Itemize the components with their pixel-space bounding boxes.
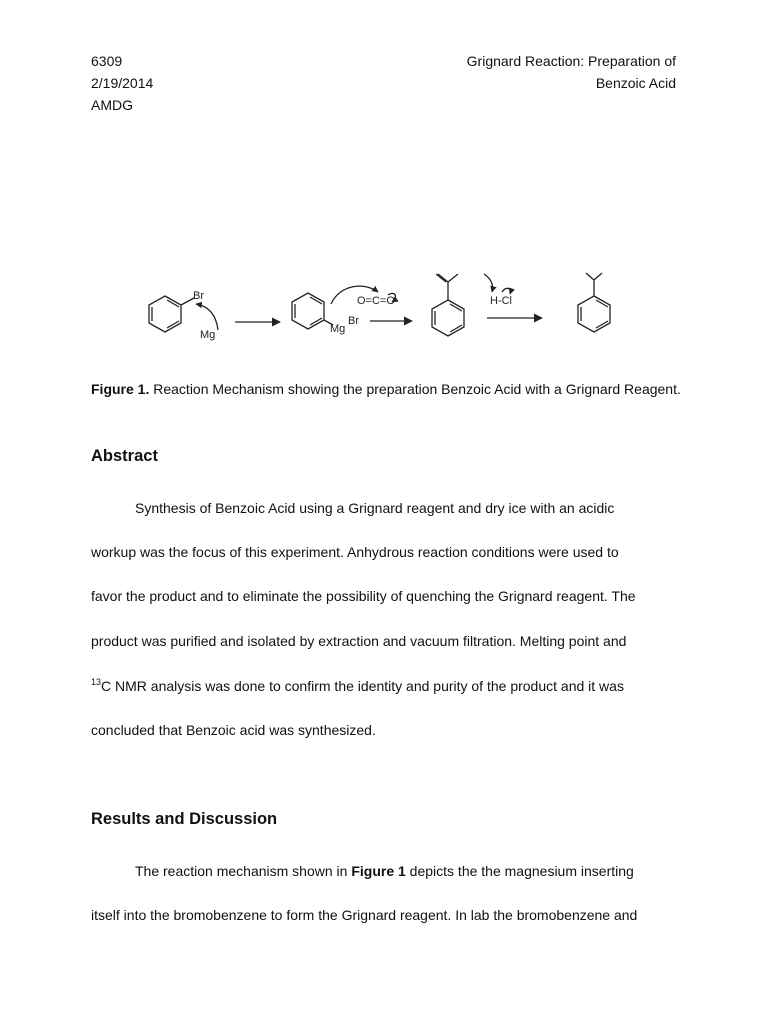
benzoic-acid-ring — [578, 273, 610, 332]
carboxylate-ring — [432, 274, 464, 336]
figure-caption-label: Figure 1. — [91, 381, 150, 397]
figure-caption — [91, 378, 681, 400]
abstract-line — [91, 676, 624, 696]
reaction-scheme — [130, 262, 650, 347]
abstract-line: favor the product and to eliminate the possibility of quenching the Grignard reagent. The — [91, 588, 636, 604]
scheme-label-mg2: Mg — [330, 323, 346, 335]
grignard-ring — [292, 293, 333, 329]
header-right — [467, 50, 676, 94]
header-title-line-1: Grignard Reaction: Preparation of — [466, 53, 676, 69]
results-line-post: depicts the the magnesium inserting — [405, 863, 634, 879]
scheme-label-co2: O=C=O — [357, 295, 395, 307]
results-heading: Results and Discussion — [91, 810, 278, 828]
abstract-line: workup was the focus of this experiment. Anhydrous reaction conditions were used to — [91, 544, 619, 560]
figure-caption-text: Reaction Mechanism showing the preparation Benzoic Acid with a Grignard Reagent. — [149, 381, 681, 397]
isotope-superscript: 13 — [91, 677, 102, 687]
figure-reference: Figure 1 — [351, 863, 406, 879]
abstract-line: product was purified and isolated by extraction and vacuum filtration. Melting point and — [91, 633, 627, 649]
abstract-line: concluded that Benzoic acid was synthesized. — [91, 722, 376, 738]
header-date: 2/19/2014 — [91, 75, 154, 91]
curved-arrow-1 — [196, 304, 218, 330]
curved-arrow-4 — [484, 274, 493, 292]
scheme-label-br1: Br — [193, 290, 204, 302]
curved-arrow-5 — [502, 288, 510, 294]
header-id: 6309 — [91, 53, 123, 69]
results-line-pre: The reaction mechanism shown in — [135, 863, 352, 879]
results-line — [135, 861, 634, 881]
scheme-label-br2: Br — [348, 315, 359, 327]
scheme-label-hcl: H-Cl — [490, 295, 512, 307]
abstract-line-text: C NMR analysis was done to confirm the identity and purity of the product and it was — [101, 678, 624, 694]
abstract-line: Synthesis of Benzoic Acid using a Grignard reagent and dry ice with an acidic — [135, 500, 615, 516]
header-left — [91, 50, 153, 116]
scheme-label-mg1: Mg — [200, 329, 216, 341]
results-line: itself into the bromobenzene to form the Grignard reagent. In lab the bromobenzene and — [91, 907, 638, 923]
bromobenzene-ring — [149, 296, 194, 332]
header-title-line-2: Benzoic Acid — [595, 75, 676, 91]
abstract-heading: Abstract — [91, 447, 158, 465]
header-initials: AMDG — [91, 97, 133, 113]
